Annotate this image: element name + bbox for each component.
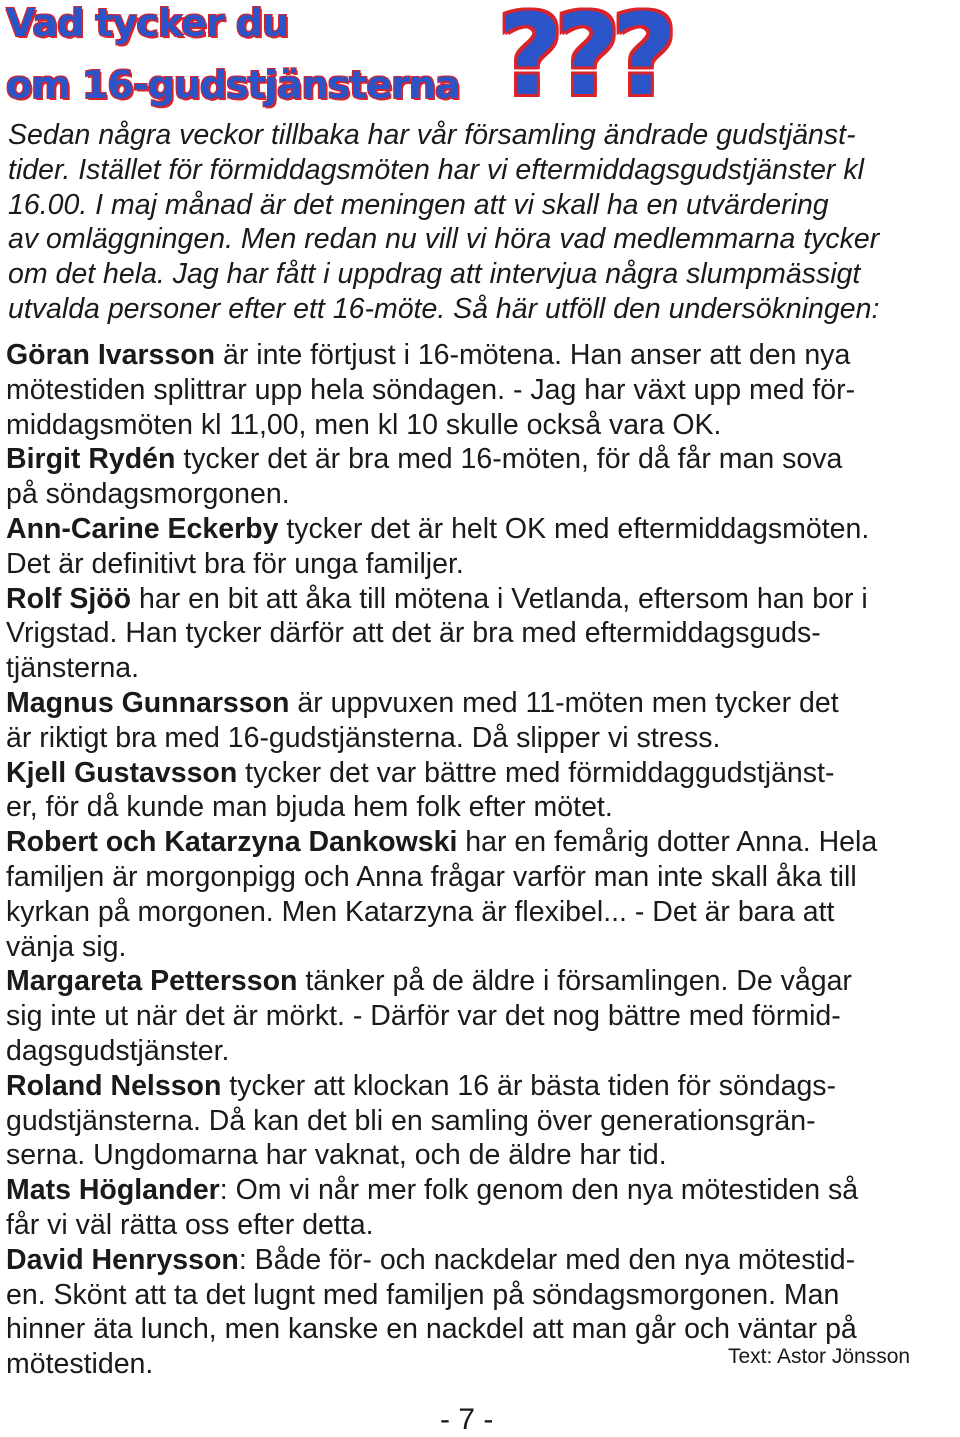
response-text: tycker att klockan 16 är bästa tiden för söndags-	[221, 1069, 837, 1102]
respondent-name: Margareta Pettersson	[6, 965, 298, 998]
response-text: tycker det är bra med 16-möten, för då får man sova	[175, 443, 843, 476]
response-text: tycker det är helt OK med eftermiddagsmöten.	[278, 512, 870, 545]
response-line	[6, 373, 956, 408]
response-item	[6, 442, 956, 512]
respondent-name: Ann-Carine Eckerby	[6, 512, 279, 545]
response-text: Det är definitivt bra för unga familjer.	[6, 547, 464, 580]
response-line	[6, 756, 956, 791]
response-text: är riktigt bra med 16-gudstjänsterna. Då slipper vi stress.	[6, 721, 721, 754]
intro-line: Sedan några veckor tillbaka har vår församling ändrade gudstjänst-	[8, 119, 856, 151]
response-text: kyrkan på morgonen. Men Katarzyna är flexibel... - Det är bara att	[6, 895, 835, 928]
response-line	[6, 582, 956, 617]
respondent-name: Göran Ivarsson	[6, 339, 216, 371]
respondent-name: Mats Höglander	[6, 1174, 220, 1207]
response-line	[6, 825, 956, 860]
response-line	[6, 477, 956, 512]
response-line	[6, 930, 956, 965]
response-text: : Både för- och nackdelar med den nya mötestid-	[238, 1243, 856, 1276]
respondent-name: Rolf Sjöö	[6, 582, 132, 615]
response-line	[6, 964, 956, 999]
response-line	[6, 1243, 956, 1278]
response-item	[6, 582, 956, 686]
respondent-name: David Henrysson	[6, 1243, 239, 1276]
response-text: : Om vi når mer folk genom den nya mötestiden så	[219, 1174, 859, 1207]
response-line	[6, 1173, 956, 1208]
headline-line-2: om 16-gudstjänsterna	[6, 63, 460, 107]
response-text: dagsgudstjänster.	[6, 1034, 230, 1067]
response-line	[6, 442, 956, 477]
respondent-name: Kjell Gustavsson	[6, 756, 238, 789]
response-item	[6, 1069, 956, 1173]
response-text: har en femårig dotter Anna. Hela	[457, 826, 878, 859]
response-text: gudstjänsterna. Då kan det bli en samling över generationsgrän-	[6, 1104, 816, 1137]
response-text: är inte förtjust i 16-mötena. Han anser att den nya	[215, 339, 851, 371]
respondent-name: Roland Nelsson	[6, 1069, 222, 1102]
response-text: mötestiden.	[6, 1348, 154, 1381]
response-line	[6, 408, 956, 443]
response-item	[6, 1173, 956, 1243]
response-line	[6, 1069, 956, 1104]
response-text: middagsmöten kl 11,00, men kl 10 skulle också vara OK.	[6, 408, 722, 441]
response-line	[6, 512, 956, 547]
respondent-name: Magnus Gunnarsson	[6, 686, 290, 719]
response-line	[6, 790, 956, 825]
response-line	[6, 547, 956, 582]
response-line	[6, 999, 956, 1034]
response-text: får vi väl rätta oss efter detta.	[6, 1208, 374, 1241]
respondent-name: Birgit Rydén	[6, 443, 176, 476]
author-credit: Text: Astor Jönsson	[728, 1345, 911, 1368]
response-text: tänker på de äldre i församlingen. De vågar	[297, 965, 852, 998]
response-item	[6, 756, 956, 826]
page-number: - 7 -	[440, 1403, 494, 1436]
response-item	[6, 686, 956, 756]
response-line	[6, 1104, 956, 1139]
response-text: har en bit att åka till mötena i Vetlanda, eftersom han bor i	[131, 582, 868, 615]
response-text: sig inte ut när det är mörkt. - Därför var det nog bättre med förmid-	[6, 1000, 841, 1033]
response-text: är uppvuxen med 11-möten men tycker det	[289, 686, 839, 719]
response-text: Vrigstad. Han tycker därför att det är bra med eftermiddagsguds-	[6, 617, 821, 650]
intro-line: utvalda personer efter ett 16-möte. Så här utföll den undersökningen:	[8, 292, 880, 325]
response-line	[6, 1034, 956, 1069]
intro-line: av omläggningen. Men redan nu vill vi höra vad medlemmarna tycker	[8, 223, 880, 256]
response-item	[6, 825, 956, 964]
response-text: tjänsterna.	[6, 652, 140, 685]
intro-line: tider. Istället för förmiddagsmöten har vi eftermiddagsgudstjänster kl	[8, 153, 864, 186]
question-marks: ???	[498, 0, 669, 121]
intro-paragraph	[8, 118, 958, 327]
response-line	[6, 1138, 956, 1173]
response-text: på söndagsmorgonen.	[6, 478, 290, 511]
intro-line: 16.00. I maj månad är det meningen att vi skall ha en utvärdering	[8, 188, 829, 221]
response-line	[6, 686, 956, 721]
response-item	[6, 512, 956, 582]
response-line	[6, 860, 956, 895]
response-line	[6, 721, 956, 756]
response-line	[6, 895, 956, 930]
responses-section	[6, 338, 956, 1382]
response-line	[6, 1208, 956, 1243]
headline-line-1: Vad tycker du	[6, 1, 289, 45]
response-item	[6, 338, 956, 442]
response-text: vänja sig.	[6, 930, 127, 963]
respondent-name: Robert och Katarzyna Dankowski	[6, 826, 458, 859]
response-line	[6, 1312, 956, 1347]
response-line	[6, 651, 956, 686]
response-line	[6, 616, 956, 651]
response-text: hinner äta lunch, men kanske en nackdel att man går och väntar på	[6, 1313, 857, 1346]
response-text: en. Skönt att ta det lugnt med familjen på söndagsmorgonen. Man	[6, 1278, 840, 1311]
intro-line: om det hela. Jag har fått i uppdrag att intervjua några slumpmässigt	[8, 258, 861, 291]
response-line	[6, 338, 956, 373]
response-text: er, för då kunde man bjuda hem folk efter mötet.	[6, 791, 613, 824]
response-line	[6, 1278, 956, 1313]
response-text: tycker det var bättre med förmiddaggudstjänst-	[237, 756, 835, 789]
response-text: familjen är morgonpigg och Anna frågar varför man inte skall åka till	[6, 860, 857, 893]
response-item	[6, 964, 956, 1068]
response-text: mötestiden splittrar upp hela söndagen. - Jag har växt upp med för-	[6, 373, 856, 406]
response-text: serna. Ungdomarna har vaknat, och de äldre har tid.	[6, 1139, 667, 1172]
